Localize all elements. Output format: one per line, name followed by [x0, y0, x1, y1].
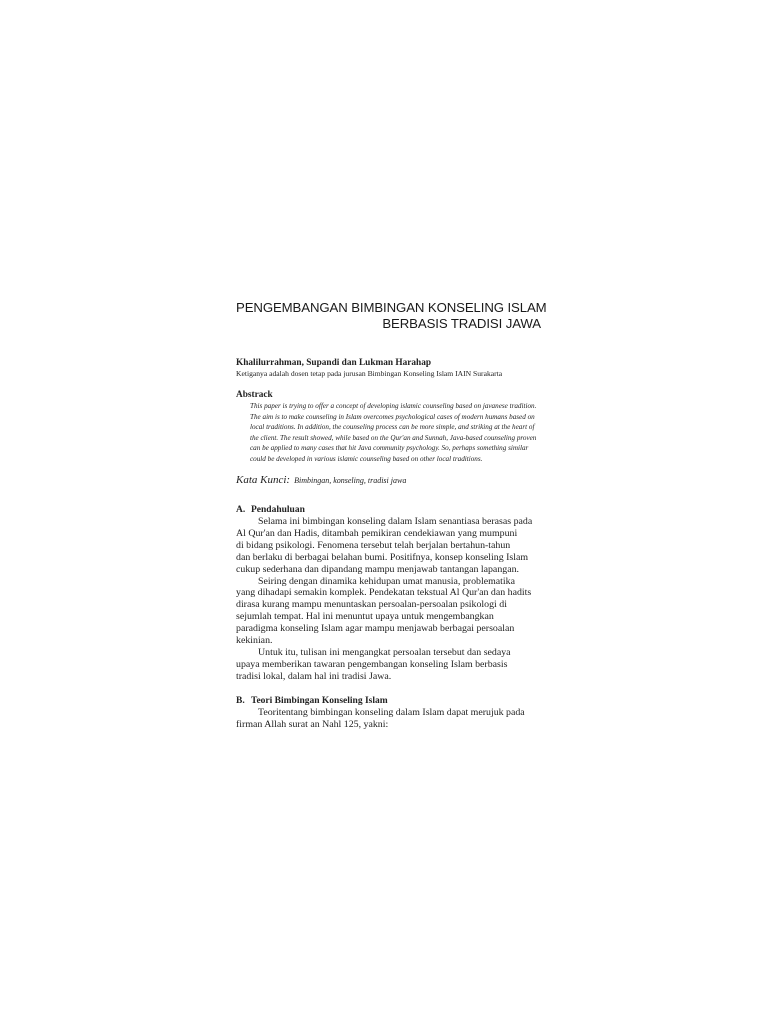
section-number: B.: [236, 695, 245, 706]
body-line: Teoritentang bimbingan konseling dalam Islam dapat merujuk pada: [258, 706, 525, 718]
abstract-line: can be applied to many cases that hit Java community psychology. So, perhaps something similar: [250, 444, 529, 452]
section-title: Pendahuluan: [251, 505, 305, 515]
body-line: Al Qur'an dan Hadis, ditambah pemikiran cendekiawan yang mumpuni: [236, 527, 518, 539]
abstract-body: [250, 401, 541, 464]
abstract-line: This paper is trying to offer a concept of developing islamic counseling based on javanese tradition.: [250, 402, 537, 410]
section-body-teori: [236, 707, 541, 731]
body-line: sejumlah tempat. Hal ini menuntut upaya untuk mengembangkan: [236, 611, 494, 623]
section-number: A.: [236, 505, 246, 515]
body-line: cukup sederhana dan dipandang mampu menjawab tantangan lapangan.: [236, 563, 519, 575]
title-line-2: BERBASIS TRADISI JAWA: [382, 316, 541, 331]
keywords-label: Kata Kunci:: [236, 474, 291, 486]
section-heading-pendahuluan: [236, 504, 541, 516]
affiliation: Ketiganya adalah dosen tetap pada jurusan Bimbingan Konseling Islam IAIN Surakarta: [236, 369, 503, 378]
body-line: tradisi lokal, dalam hal ini tradisi Jawa.: [236, 670, 392, 682]
body-line: Seiring dengan dinamika kehidupan umat manusia, problematika: [258, 575, 515, 587]
body-line: kekinian.: [236, 635, 273, 647]
body-line: paradigma konseling Islam agar mampu menjawab berbagai persoalan: [236, 623, 515, 635]
body-line: di bidang psikologi. Fenomena tersebut telah berjalan bertahun-tahun: [236, 539, 511, 551]
article-title: [236, 300, 547, 332]
body-line: dan berlaku di berbagai belahan bumi. Positifnya, konsep konseling Islam: [236, 551, 529, 563]
body-line: yang dihadapi semakin komplek. Pendekatan tekstual Al Qur'an dan hadits: [236, 587, 532, 599]
section-title: Teori Bimbingan Konseling Islam: [251, 695, 388, 706]
abstract-line: could be developed in various islamic counseling based on other local traditions.: [250, 454, 483, 463]
abstract-line: the client. The result showed, while based on the Qur'an and Sunnah, Java-based counseling proven: [250, 433, 537, 442]
authors: Khalilurrahman, Supandi dan Lukman Harahap: [236, 358, 432, 368]
body-line: dirasa kurang mampu menuntaskan persoalan-persoalan psikologi di: [236, 599, 507, 611]
article-page: [236, 300, 547, 731]
abstract-line: local traditions. In addition, the counseling process can be more simple, and striking at the heart of: [250, 423, 535, 431]
body-line: Selama ini bimbingan konseling dalam Islam senantiasa berasas pada: [258, 516, 533, 527]
section-body-pendahuluan: [236, 516, 541, 683]
body-line: firman Allah surat an Nahl 125, yakni:: [236, 718, 389, 730]
section-heading-teori: [236, 695, 541, 707]
body-line: upaya memberikan tawaran pengembangan konseling Islam berbasis: [236, 658, 508, 670]
keywords-value: Bimbingan, konseling, tradisi jawa: [294, 476, 407, 485]
abstract-line: The aim is to make counseling in Islam overcomes psychological cases of modern humans based on: [250, 412, 535, 421]
keywords: [236, 472, 541, 488]
title-line-1: PENGEMBANGAN BIMBINGAN KONSELING ISLAM: [236, 300, 547, 315]
body-line: Untuk itu, tulisan ini mengangkat persoalan tersebut dan sedaya: [258, 646, 511, 658]
abstract-heading: Abstrack: [236, 390, 273, 400]
